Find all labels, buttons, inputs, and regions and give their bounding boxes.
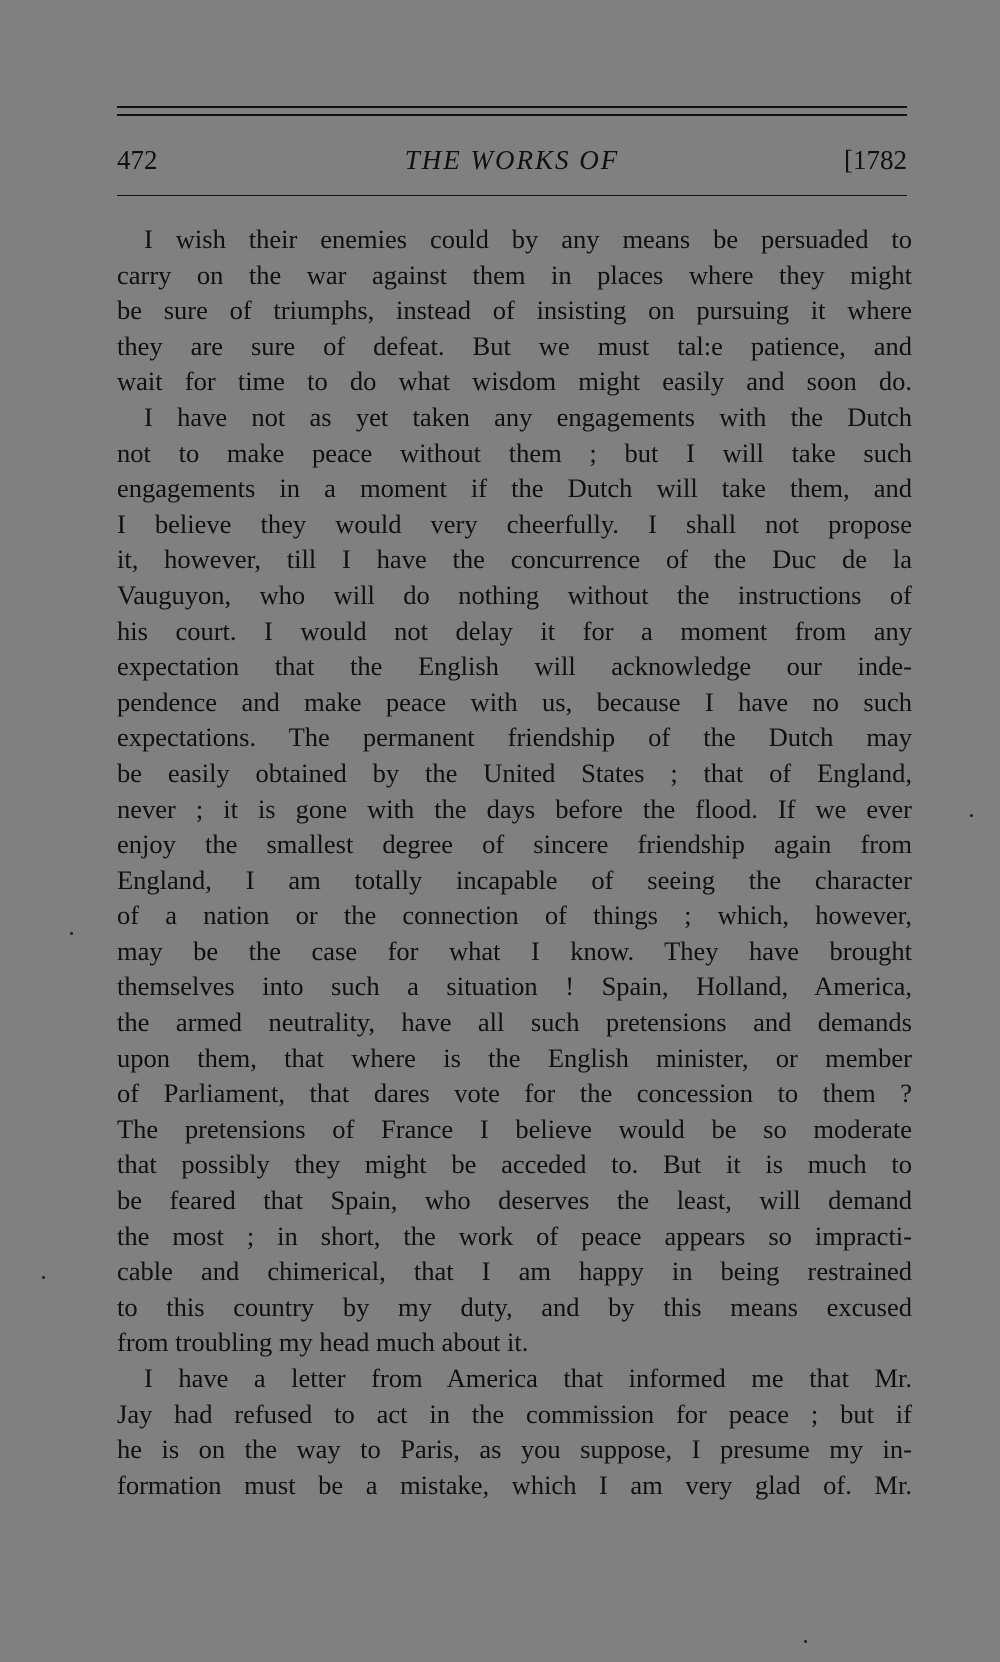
- running-title: THE WORKS OF: [404, 145, 620, 175]
- text-line: The pretensions of France I believe would be so moderate: [117, 1113, 912, 1144]
- text-line: it, however, till I have the concurrence of the Duc de la: [117, 544, 912, 575]
- text-line: of a nation or the connection of things ; which, however,: [117, 900, 912, 931]
- text-line: cable and chimerical, that I am happy in being restrained: [117, 1256, 912, 1287]
- text-line: be easily obtained by the United States ; that of England,: [117, 757, 912, 788]
- page-number: 472: [117, 145, 158, 175]
- text-line: I have a letter from America that informed me that Mr.: [144, 1363, 912, 1393]
- text-line: I believe they would very cheerfully. I shall not propose: [117, 508, 912, 539]
- running-head: [117, 140, 907, 180]
- text-line: he is on the way to Paris, as you suppose, I presume my in-: [117, 1434, 912, 1465]
- text-line: may be the case for what I know. They have brought: [117, 935, 912, 966]
- scan-speck: [804, 1640, 807, 1643]
- scan-speck: [970, 814, 973, 817]
- text-line: of Parliament, that dares vote for the concession to them ?: [117, 1078, 912, 1109]
- text-line: his court. I would not delay it for a moment from any: [117, 615, 912, 646]
- text-line: be sure of triumphs, instead of insisting on pursuing it where: [117, 295, 912, 326]
- text-line: England, I am totally incapable of seeing the character: [117, 864, 912, 895]
- text-line: formation must be a mistake, which I am very glad of. Mr.: [117, 1469, 912, 1500]
- text-line: be feared that Spain, who deserves the least, will demand: [117, 1185, 912, 1216]
- running-year: [1782: [844, 145, 907, 175]
- text-line: from troubling my head much about it.: [117, 1327, 529, 1358]
- text-line: not to make peace without them ; but I will take such: [117, 437, 912, 468]
- body-text: [117, 222, 912, 1503]
- text-line: never ; it is gone with the days before the flood. If we ever: [117, 793, 912, 824]
- top-rule: [117, 106, 907, 108]
- text-line: I wish their enemies could by any means be persuaded to: [144, 224, 912, 254]
- text-line: that possibly they might be acceded to. But it is much to: [117, 1149, 912, 1180]
- text-line: carry on the war against them in places where they might: [117, 259, 912, 290]
- text-line: the most ; in short, the work of peace appears so impracti-: [117, 1220, 912, 1251]
- text-line: Jay had refused to act in the commission for peace ; but if: [117, 1398, 912, 1429]
- text-line: enjoy the smallest degree of sincere friendship again from: [117, 829, 912, 860]
- text-line: upon them, that where is the English minister, or member: [117, 1042, 912, 1073]
- text-line: themselves into such a situation ! Spain, Holland, America,: [117, 971, 912, 1002]
- scan-speck: [70, 932, 73, 935]
- text-line: they are sure of defeat. But we must tal:e patience, and: [117, 330, 912, 361]
- scan-speck: [42, 1276, 45, 1279]
- text-line: I have not as yet taken any engagements with the Dutch: [144, 401, 912, 432]
- text-line: expectation that the English will acknowledge our inde-: [117, 651, 912, 682]
- text-line: pendence and make peace with us, because I have no such: [117, 686, 912, 717]
- top-rule-inner: [117, 114, 907, 116]
- text-line: wait for time to do what wisdom might easily and soon do.: [117, 366, 912, 397]
- text-line: Vauguyon, who will do nothing without the instructions of: [117, 579, 912, 610]
- text-line: expectations. The permanent friendship of the Dutch may: [117, 722, 912, 753]
- text-line: the armed neutrality, have all such pretensions and demands: [117, 1007, 912, 1038]
- header-rule: [117, 195, 907, 196]
- text-line: to this country by my duty, and by this means excused: [117, 1291, 912, 1322]
- text-line: engagements in a moment if the Dutch will take them, and: [117, 473, 912, 504]
